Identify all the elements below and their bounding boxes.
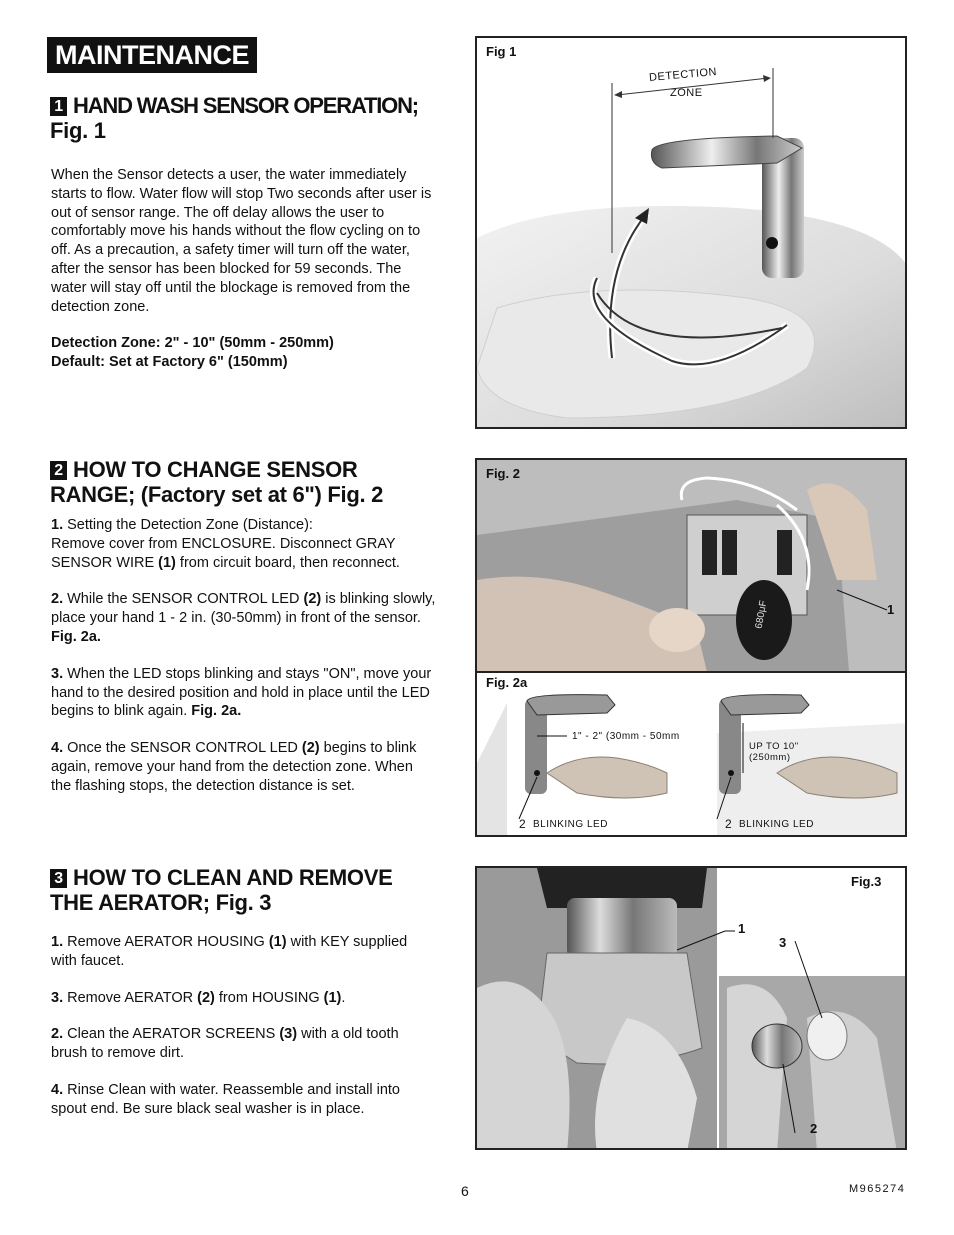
capacitor-label: 680μF <box>753 599 770 630</box>
step-number: 4. <box>51 740 64 757</box>
section3-number: 3 <box>50 869 67 888</box>
step-text: with a old tooth brush to remove dirt. <box>51 1026 399 1062</box>
step-text: with KEY supplied with faucet. <box>51 934 408 969</box>
figure-3-label: Fig.3 <box>851 874 882 889</box>
section3-heading-line2: THE AERATOR; Fig. 3 <box>50 890 272 915</box>
figure-1-label: Fig 1 <box>486 44 517 59</box>
aerator-screens-callout: 3 <box>779 935 787 950</box>
step-text: Remove AERATOR HOUSING <box>63 934 269 950</box>
aerator-callout: 2 <box>810 1121 818 1136</box>
section2-number: 2 <box>50 461 67 480</box>
step-text: . <box>341 989 346 1006</box>
figure-3 <box>475 866 907 1150</box>
figure-2a-label: Fig. 2a <box>486 675 528 690</box>
step-text: Setting the Detection Zone (Distance): <box>63 517 313 533</box>
section2-step <box>51 590 436 646</box>
step-number: 1. <box>51 517 64 533</box>
section2-body <box>51 516 436 814</box>
step-number: 2. <box>51 1026 64 1043</box>
section1-heading <box>50 93 418 143</box>
step-number: 4. <box>51 1081 64 1098</box>
step-ref: (1) <box>323 989 342 1006</box>
figure-2 <box>475 458 907 837</box>
step-ref: Fig. 2a. <box>51 628 101 645</box>
section1-spec-zone: Detection Zone: 2" - 10" (50mm - 250mm) <box>51 335 334 352</box>
step-ref: (2) <box>303 591 322 608</box>
step-ref: (1) <box>268 934 287 950</box>
step-text: from circuit board, then reconnect. <box>175 554 400 571</box>
figure-1 <box>475 36 907 429</box>
figure-2a-illustration <box>477 673 907 837</box>
page-number: 6 <box>461 1183 469 1199</box>
page-title: MAINTENANCE <box>47 37 257 73</box>
led-callout-left-text: BLINKING LED <box>533 819 608 830</box>
step-number: 3. <box>51 665 64 682</box>
section3-heading <box>50 865 392 915</box>
distance-label-far-line2: (250mm) <box>749 752 791 763</box>
step-number: 2. <box>51 591 64 608</box>
document-code: M965274 <box>849 1183 906 1195</box>
section3-body <box>51 933 436 1137</box>
section2-heading-line1: HOW TO CHANGE SENSOR <box>73 457 358 482</box>
step-ref: (2) <box>301 740 320 757</box>
section2-step <box>51 665 436 721</box>
section3-heading-line1: HOW TO CLEAN AND REMOVE <box>73 865 393 890</box>
step-ref: (2) <box>197 989 215 1006</box>
section2-step <box>51 516 436 572</box>
section3-step <box>51 933 436 971</box>
section3-step <box>51 1081 436 1119</box>
step-ref: (1) <box>158 554 176 571</box>
gray-sensor-wire-callout: 1 <box>887 602 895 617</box>
step-text: from HOUSING <box>214 989 324 1006</box>
led-callout-right-text: BLINKING LED <box>739 819 814 830</box>
step-text: Remove AERATOR <box>63 989 198 1006</box>
section1-heading-line2: Fig. 1 <box>50 118 106 143</box>
section2-heading-line2: RANGE; (Factory set at 6") Fig. 2 <box>50 482 384 507</box>
step-ref: Fig. 2a. <box>191 703 242 720</box>
detection-zone-label-line2: ZONE <box>670 87 703 99</box>
distance-label-near: 1" - 2" (30mm - 50mm <box>572 731 680 742</box>
aerator-housing-callout: 1 <box>738 921 746 936</box>
step-number: 3. <box>51 989 64 1006</box>
step-text: While the SENSOR CONTROL LED <box>63 591 304 608</box>
section3-step <box>51 1025 436 1063</box>
step-ref: (3) <box>279 1026 298 1043</box>
step-text: When the LED stops blinking and stays "ON", move your hand to the desired position and hold in place until the LED begins to blink again. <box>51 665 432 720</box>
figure-2-illustration <box>477 460 907 672</box>
section3-step <box>51 989 436 1008</box>
distance-label-far-line1: UP TO 10" <box>749 741 799 752</box>
step-text: Rinse Clean with water. Reassemble and install into spout end. Be sure black seal washer is in place. <box>51 1081 400 1117</box>
step-number: 1. <box>51 934 64 950</box>
step-text: Remove cover from ENCLOSURE. Disconnect GRAY SENSOR WIRE <box>51 535 396 571</box>
section2-step <box>51 739 436 795</box>
section1-number: 1 <box>50 97 67 116</box>
step-text: Once the SENSOR CONTROL LED <box>63 740 302 757</box>
led-callout-left-num: 2 <box>519 817 527 831</box>
section1-paragraph: When the Sensor detects a user, the water immediately starts to flow. Water flow will stop Two seconds after user is out of sensor range. The off delay allows the user to comfortably move his hands without the flow cycling on to off. As a precaution, a safety timer will turn off the water, after the sensor has been blocked for 59 seconds. The water will stay off until the blockage is removed from the detection zone. <box>51 167 432 315</box>
figure-3-illustration <box>477 868 907 1150</box>
section1-spec-default: Default: Set at Factory 6" (150mm) <box>51 354 288 371</box>
step-text: begins to blink again, remove your hand from the detection zone. When the flashing stops, the detection distance is set. <box>51 740 417 794</box>
led-callout-right-num: 2 <box>725 817 733 831</box>
step-text: Clean the AERATOR SCREENS <box>63 1026 280 1043</box>
section2-heading <box>50 457 383 507</box>
section1-heading-line1: HAND WASH SENSOR OPERATION; <box>73 93 418 118</box>
section1-body <box>51 166 436 372</box>
step-text: is blinking slowly, place your hand 1 - 2 in. (30-50mm) in front of the sensor. <box>51 591 436 627</box>
detection-zone-label-line1: DETECTION <box>648 66 718 84</box>
figure-2-label: Fig. 2 <box>486 466 520 481</box>
